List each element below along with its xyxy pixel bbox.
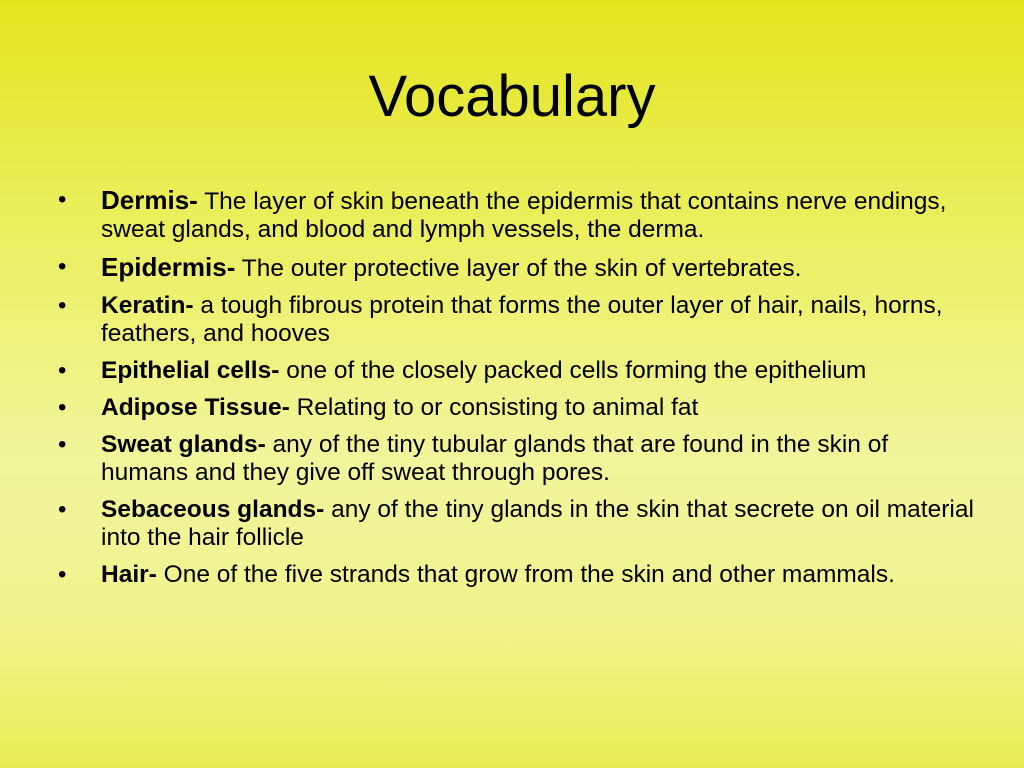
vocab-definition: One of the five strands that grow from the skin and other mammals. [163, 561, 895, 588]
vocab-definition: a tough fibrous protein that forms the outer layer of hair, nails, horns, feathers, and hooves [101, 292, 943, 347]
vocab-item-keratin [58, 292, 978, 348]
bullet-icon: • [58, 253, 67, 280]
vocab-definition: one of the closely packed cells forming the epithelium [286, 357, 867, 384]
vocab-term: Hair- [101, 561, 157, 588]
vocab-term: Epidermis- [101, 252, 236, 282]
slide-title: Vocabulary [368, 64, 656, 129]
vocab-definition: any of the tiny tubular glands that are found in the skin of humans and they give off sweat through pores. [101, 431, 889, 486]
vocab-item-epithelial-cells [58, 357, 978, 385]
vocab-term: Sweat glands- [101, 431, 266, 458]
vocab-item-sweat-glands [58, 431, 978, 487]
vocab-term: Keratin- [101, 292, 194, 319]
vocab-item-hair [58, 561, 978, 589]
bullet-icon: • [58, 357, 67, 384]
vocab-definition: The outer protective layer of the skin of vertebrates. [241, 255, 802, 282]
bullet-icon: • [58, 394, 67, 421]
vocab-item-sebaceous-glands [58, 496, 978, 552]
vocab-term: Epithelial cells- [101, 357, 280, 384]
bullet-icon: • [58, 431, 67, 458]
vocab-item-dermis [58, 186, 978, 244]
vocab-term: Dermis- [101, 185, 198, 215]
vocab-item-adipose-tissue [58, 394, 978, 422]
vocab-item-epidermis [58, 253, 978, 283]
bullet-icon: • [58, 561, 67, 588]
vocab-definition: The layer of skin beneath the epidermis that contains nerve endings, sweat glands, and blood and lymph vessels, the derma. [101, 188, 947, 243]
vocab-definition: any of the tiny glands in the skin that secrete on oil material into the hair follicle [101, 496, 974, 551]
bullet-icon: • [58, 496, 67, 523]
vocab-term: Adipose Tissue- [101, 394, 290, 421]
vocab-definition: Relating to or consisting to animal fat [296, 394, 699, 421]
vocab-term: Sebaceous glands- [101, 496, 325, 523]
vocabulary-list [58, 186, 978, 598]
bullet-icon: • [58, 292, 67, 319]
bullet-icon: • [58, 186, 67, 213]
